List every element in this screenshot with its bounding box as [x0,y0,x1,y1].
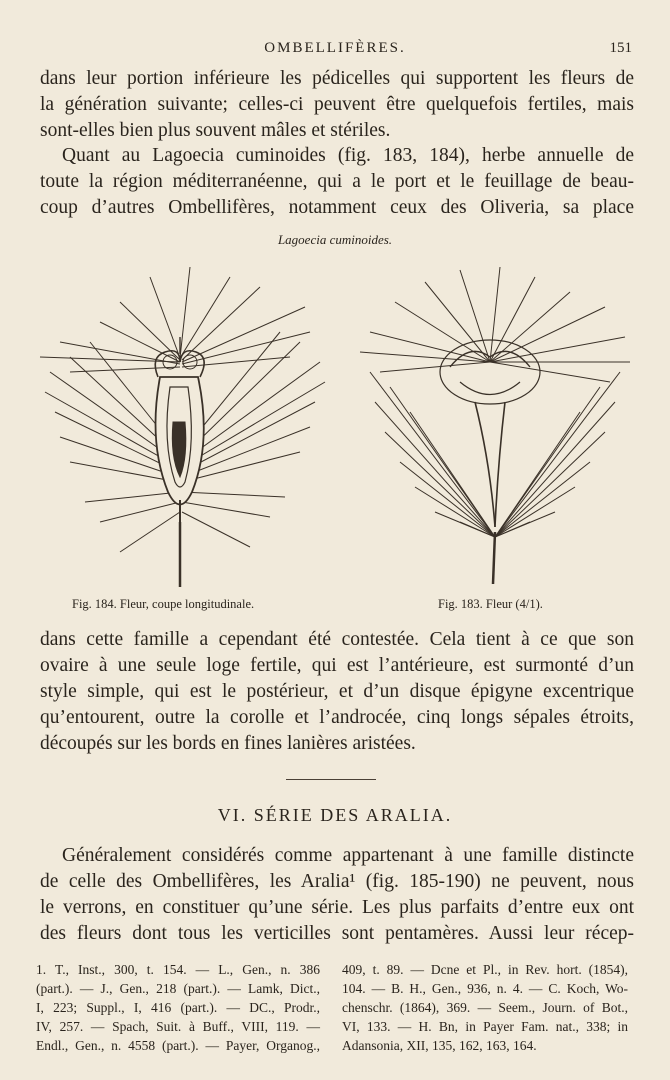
figure-183-illustration [350,262,640,592]
footnote-line: chenschr. (1864), 369. — Seem., Journ. of Bot., [342,1000,628,1015]
text-line: sont-elles bien plus souvent mâles et stériles. [40,120,391,141]
text-line: Quant au Lagoecia cuminoides (fig. 183, 184), herbe annuelle de [62,145,634,166]
text-line: qu’entourent, outre la corolle et l’androcée, cinq longs sépales étroits, [40,707,634,728]
footnote-line: Adansonia, XII, 135, 162, 163, 164. [342,1038,537,1053]
text-line: des fleurs dont tous les verticilles sont pentamères. Aussi leur récep- [40,923,634,944]
text-line: la génération suivante; celles-ci peuvent être quelquefois fertiles, mais [40,94,634,115]
footnote-line: 104. — B. H., Gen., 936, n. 4. — C. Koch, Wo- [342,981,628,996]
running-head [0,38,670,62]
footnote-line: 1. T., Inst., 300, t. 154. — L., Gen., n. 386 [36,962,320,977]
text-line: de celle des Ombellifères, les Aralia¹ (fig. 185-190) ne peuvent, nous [40,871,634,892]
figure-title: Lagoecia cuminoides. [277,232,393,247]
text-line: coup d’autres Ombellifères, notamment ceux des Oliveria, sa place [40,197,634,218]
footnote-line: Endl., Gen., n. 4558 (part.). — Payer, Organog., [36,1038,320,1053]
figure-184-illustration [30,262,330,592]
footnotes-left-column [36,960,320,1055]
footnote-line: (part.). — J., Gen., 218 (part.). — Lamk, Dict., [36,981,320,996]
text-line: le verrons, en constituer qu’une série. Les plus parfaits d’entre eux ont [40,897,634,918]
text-line: ovaire à une seule loge fertile, qui est l’antérieure, est surmonté d’un [40,655,634,676]
text-line: Généralement considérés comme appartenant à une famille distincte [62,845,634,866]
paragraph-1 [40,66,634,144]
paragraph-3 [40,627,634,757]
paragraph-4 [40,843,634,947]
text-line: toute la région méditerranéenne, qui a le port et le feuillage de beau- [40,171,634,192]
section-divider [286,779,376,780]
footnote-line: IV, 257. — Spach, Suit. à Buff., VIII, 119. — [36,1019,320,1034]
text-line: style simple, qui est le postérieur, et d’un disque épigyne excentrique [40,681,634,702]
section-heading: VI. SÉRIE DES ARALIA. [217,805,453,825]
text-line: découpés sur les bords en fines lanières aristées. [40,733,416,754]
footnotes-right-column [342,960,628,1055]
text-line: dans cette famille a cependant été contestée. Cela tient à ce que son [40,629,634,650]
text-line: dans leur portion inférieure les pédicelles qui supportent les fleurs de [40,68,634,89]
footnote-line: 409, t. 89. — Dcne et Pl., in Rev. hort. (1854), [342,962,628,977]
figure-184-caption: Fig. 184. Fleur, coupe longitudinale. [72,597,255,611]
running-head-title: OMBELLIFÈRES. [264,40,406,56]
footnote-line: I, 223; Suppl., I, 416 (part.). — DC., Prodr., [36,1000,320,1015]
footnote-line: VI, 133. — H. Bn, in Payer Fam. nat., 338; in [342,1019,628,1034]
page-number: 151 [609,40,632,56]
figure-183-caption: Fig. 183. Fleur (4/1). [438,597,543,611]
paragraph-2 [40,143,634,221]
